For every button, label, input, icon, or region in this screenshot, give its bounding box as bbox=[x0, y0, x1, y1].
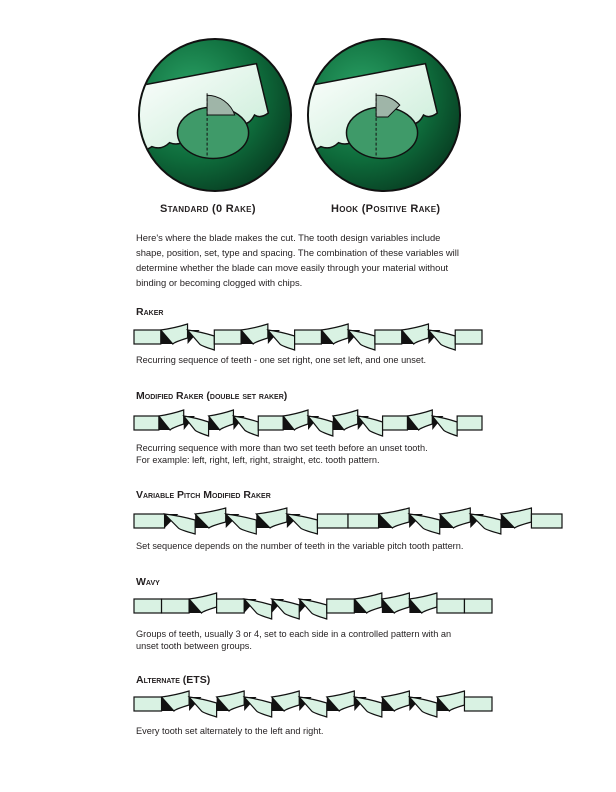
unset-tooth bbox=[531, 514, 562, 528]
modified-raker-description bbox=[136, 442, 516, 466]
raker-description bbox=[136, 354, 516, 366]
unset-tooth bbox=[134, 599, 162, 613]
unset-tooth bbox=[437, 599, 465, 613]
hook-rake-tooth-diagram bbox=[305, 36, 463, 194]
left-set-tooth bbox=[409, 697, 437, 717]
wavy-title: Wavy bbox=[136, 576, 160, 588]
unset-tooth bbox=[455, 330, 482, 344]
raker-title: Raker bbox=[136, 306, 164, 318]
raker-description-line: Recurring sequence of teeth - one set right, one set left, and one unset. bbox=[136, 355, 427, 365]
unset-tooth bbox=[457, 416, 482, 430]
wavy-description-line: unset tooth between groups. bbox=[136, 641, 252, 651]
standard-rake-label: Standard (0 Rake) bbox=[160, 203, 256, 215]
variable-pitch-blade-diagram bbox=[128, 501, 568, 541]
raker-blade-diagram bbox=[128, 317, 488, 357]
unset-tooth bbox=[258, 416, 283, 430]
unset-tooth bbox=[134, 416, 159, 430]
left-set-tooth bbox=[268, 330, 295, 350]
left-set-tooth bbox=[409, 514, 440, 534]
unset-tooth bbox=[217, 599, 245, 613]
left-set-tooth bbox=[428, 330, 455, 350]
alternate-blade-diagram bbox=[128, 684, 498, 724]
wavy-blade-diagram bbox=[128, 586, 498, 626]
unset-tooth bbox=[464, 599, 492, 613]
alternate-description bbox=[136, 725, 516, 737]
unset-tooth bbox=[134, 330, 161, 344]
unset-tooth bbox=[375, 330, 402, 344]
unset-tooth bbox=[327, 599, 355, 613]
unset-tooth bbox=[214, 330, 241, 344]
unset-tooth bbox=[134, 697, 162, 711]
modified-raker-description-line: Recurring sequence with more than two set teeth before an unset tooth. bbox=[136, 443, 428, 453]
wavy-description bbox=[136, 628, 516, 652]
left-set-tooth bbox=[299, 697, 327, 717]
unset-tooth bbox=[162, 599, 190, 613]
unset-tooth bbox=[464, 697, 492, 711]
left-set-tooth bbox=[165, 514, 196, 534]
left-set-tooth bbox=[308, 416, 333, 436]
left-set-tooth bbox=[244, 697, 272, 717]
left-set-tooth bbox=[188, 330, 215, 350]
alternate-title: Alternate (ETS) bbox=[136, 674, 211, 686]
unset-tooth bbox=[348, 514, 379, 528]
left-set-tooth bbox=[244, 599, 272, 619]
variable-pitch-description-line: Set sequence depends on the number of teeth in the variable pitch tooth pattern. bbox=[136, 541, 464, 551]
left-set-tooth bbox=[348, 330, 375, 350]
hook-rake-label: Hook (Positive Rake) bbox=[331, 203, 441, 215]
left-set-tooth bbox=[358, 416, 383, 436]
left-set-tooth bbox=[189, 697, 217, 717]
alternate-description-line: Every tooth set alternately to the left and right. bbox=[136, 726, 324, 736]
unset-tooth bbox=[134, 514, 165, 528]
unset-tooth bbox=[295, 330, 322, 344]
left-set-tooth bbox=[354, 697, 382, 717]
unset-tooth bbox=[383, 416, 408, 430]
left-set-tooth bbox=[272, 599, 300, 619]
unset-tooth bbox=[317, 514, 348, 528]
variable-pitch-description bbox=[136, 540, 516, 552]
left-set-tooth bbox=[287, 514, 318, 534]
left-set-tooth bbox=[184, 416, 209, 436]
standard-rake-tooth-diagram bbox=[136, 36, 294, 194]
intro-paragraph: Here's where the blade makes the cut. The tooth design variables include shape, position, set, type and spacing. The combination of these variables will determine whether the blade can move easily through your material without binding or becoming clogged with chips. bbox=[136, 232, 459, 288]
left-set-tooth bbox=[226, 514, 257, 534]
wavy-description-line: Groups of teeth, usually 3 or 4, set to each side in a controlled pattern with an bbox=[136, 629, 452, 639]
variable-pitch-title: Variable Pitch Modified Raker bbox=[136, 489, 271, 501]
modified-raker-title: Modified Raker (double set raker) bbox=[136, 390, 288, 402]
left-set-tooth bbox=[432, 416, 457, 436]
left-set-tooth bbox=[470, 514, 501, 534]
modified-raker-description-line: For example: left, right, left, right, straight, etc. tooth pattern. bbox=[136, 455, 380, 465]
left-set-tooth bbox=[299, 599, 327, 619]
modified-raker-blade-diagram bbox=[128, 403, 488, 443]
left-set-tooth bbox=[233, 416, 258, 436]
